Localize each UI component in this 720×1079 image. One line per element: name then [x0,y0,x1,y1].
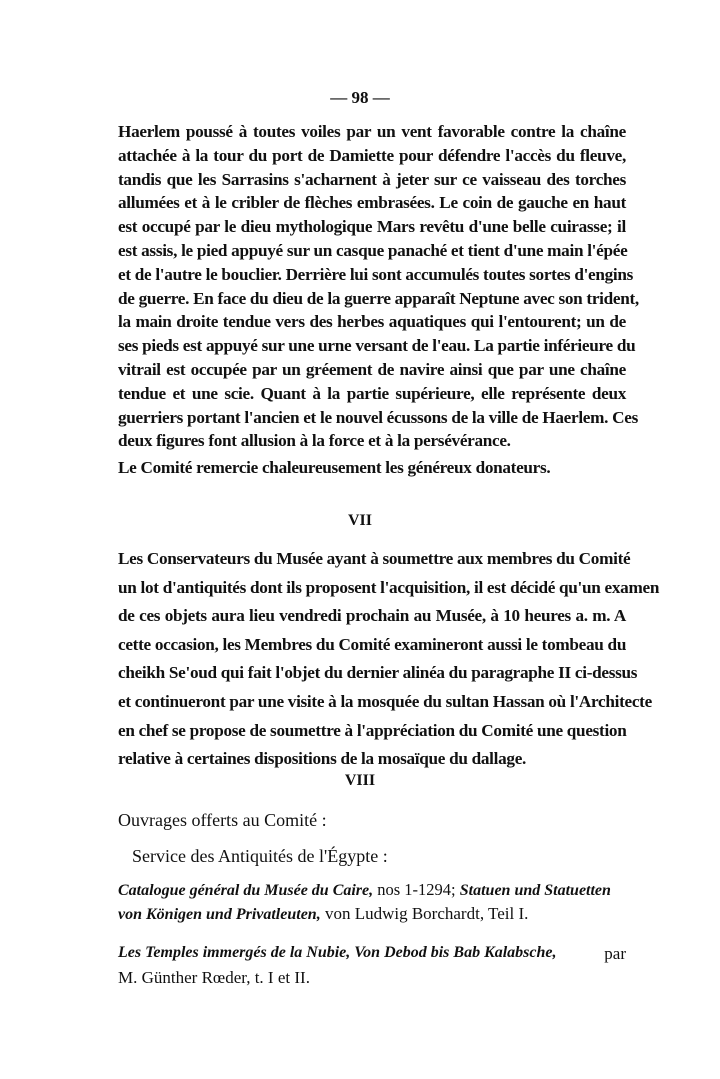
text-line: attachée à la tour du port de Damiette pour défendre l'accès du fleuve, [118,145,626,165]
text-line: allumées et à le cribler de flèches embrasées. Le coin de gauche en haut [118,193,626,213]
text-line: Haerlem poussé à toutes voiles par un vent favorable contre la chaîne [118,122,626,141]
temples-entry [118,944,626,988]
temples-author: M. Günther Rœder, t. I et II. [118,968,310,987]
text-line: en chef se propose de soumettre à l'appréciation du Comité une question [118,720,627,740]
service-label [132,846,626,867]
catalogue-entry [118,880,626,924]
catalogue-title-konigen: von Königen und Privatleuten, [118,906,321,923]
text-line: et continueront par une visite à la mosquée du sultan Hassan où l'Architecte [118,691,652,711]
paragraph-conservateurs [118,545,660,774]
temples-title: Les Temples immergés de la Nubie, Von Debod bis Bab Kalabsche, [118,944,557,961]
section-heading-vii: VII [347,512,372,529]
service-text: Service des Antiquités de l'Égypte : [132,846,388,866]
text-line: de guerre. En face du dieu de la guerre apparaît Neptune avec son trident, [118,288,639,308]
text-line: deux figures font allusion à la force et à la persévérance. [118,431,511,451]
section-heading-viii: VIII [344,772,376,789]
text-line: tendue et une scie. Quant à la partie supérieure, elle représente deux [118,383,626,403]
text-line: la main droite tendue vers des herbes aquatiques qui l'entourent; un de [118,312,626,332]
text-line: cheikh Se'oud qui fait l'objet du dernier alinéa du paragraphe II ci-dessus [118,663,638,683]
text-line: de ces objets aura lieu vendredi prochain au Musée, à 10 heures a. m. A [118,606,626,626]
page-number: — 98 — [330,88,390,107]
text-line: cette occasion, les Membres du Comité examineront aussi le tombeau du [118,634,627,654]
catalogue-author: von Ludwig Borchardt, Teil I. [320,904,529,923]
text-line: relative à certaines dispositions de la mosaïque du dallage. [118,749,527,769]
text-line: est assis, le pied appuyé sur un casque panaché et tient d'une main l'épée [118,240,628,260]
text-line: un lot d'antiquités dont ils proposent l'acquisition, il est décidé qu'un examen [118,577,660,597]
text-line: vitrail est occupée par un gréement de navire ainsi que par une chaîne [118,359,626,379]
text-line: guerriers portant l'ancien et le nouvel écussons de la ville de Haerlem. Ces [118,407,638,427]
catalogue-title: Catalogue général du Musée du Caire, [118,882,374,899]
temples-par: par [604,944,626,963]
text-line: Le Comité remercie chaleureusement les généreux donateurs. [118,458,551,477]
text-line: ses pieds est appuyé sur une urne versant de l'eau. La partie inférieure du [118,336,636,356]
ouvrages-label [118,810,626,831]
catalogue-numbers: nos 1-1294; [373,880,460,899]
paragraph-thanks [118,458,626,478]
ouvrages-text: Ouvrages offerts au Comité : [118,810,327,830]
text-line: Les Conservateurs du Musée ayant à soumettre aux membres du Comité [118,549,631,568]
paragraph-vitrail-description [118,120,639,453]
text-line: et de l'autre le bouclier. Derrière lui sont accumulés toutes sortes d'engins [118,264,634,284]
text-line: tandis que les Sarrasins s'acharnent à jeter sur ce vaisseau des torches [118,169,626,189]
text-line: est occupé par le dieu mythologique Mars revêtu d'une belle cuirasse; il [118,217,626,237]
catalogue-title-statuen: Statuen und Statuetten [459,882,611,899]
